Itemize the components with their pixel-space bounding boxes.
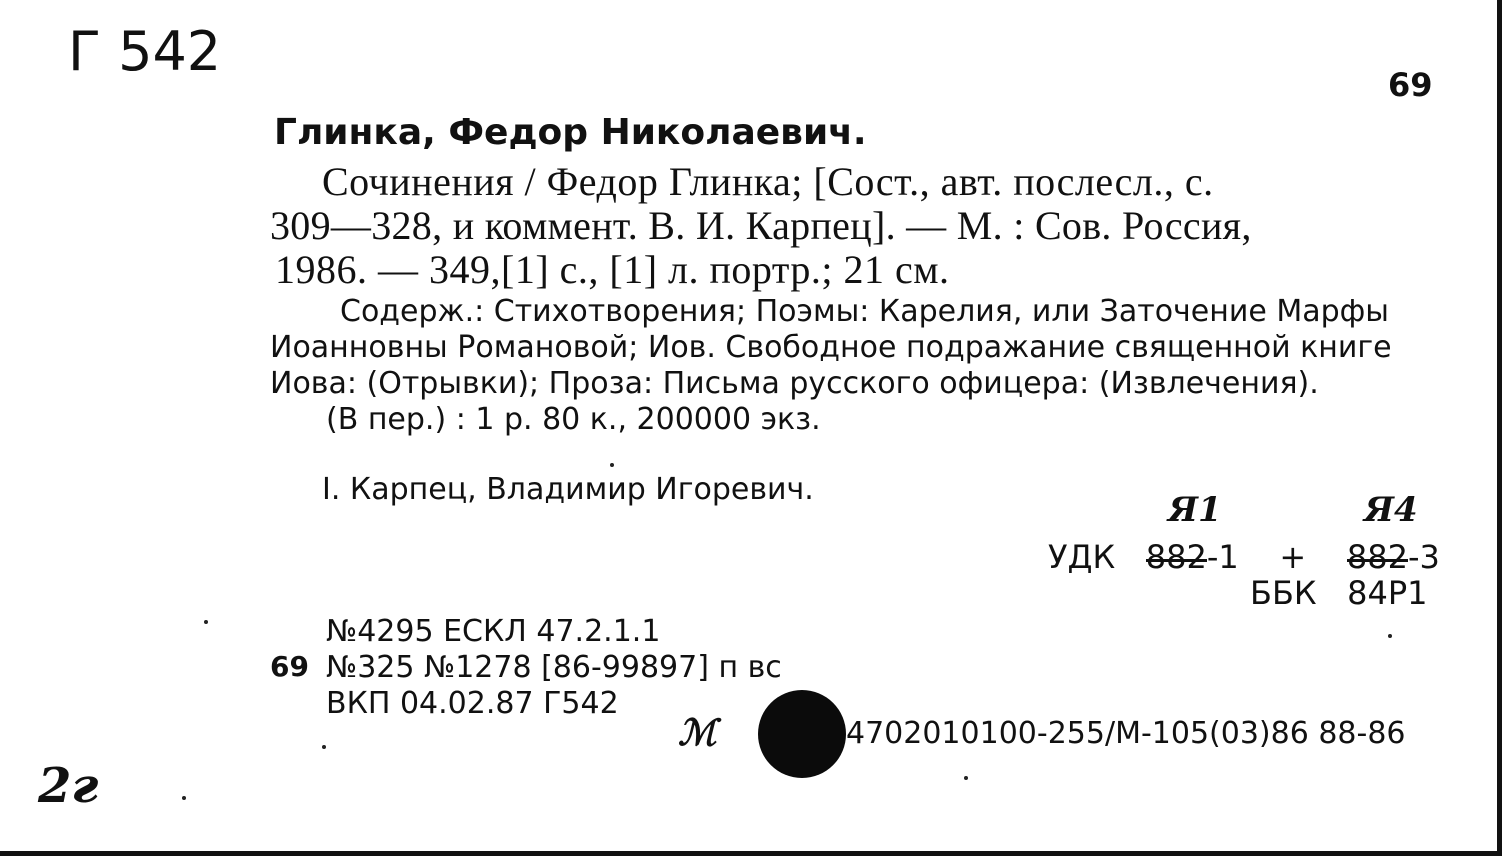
author-heading: Глинка, Федор Николаевич. — [274, 112, 867, 153]
title-line: 309—328, и коммент. В. И. Карпец]. — М. : Сов. Россия, — [270, 203, 1252, 248]
price-line: (В пер.) : 1 р. 80 к., 200000 экз. — [326, 402, 821, 437]
added-entry: I. Карпец, Владимир Игоревич. — [322, 472, 814, 507]
stamp-mark — [758, 690, 846, 778]
isbn-line: 4702010100-255/М-105(03)86 88-86 — [846, 716, 1406, 751]
speck — [322, 745, 326, 749]
udk-code-2-struck: 882 — [1346, 538, 1408, 576]
records-prefix: 69 — [270, 650, 309, 683]
title-line: Сочинения / Федор Глинка; [Сост., авт. послесл., с. — [322, 159, 1214, 204]
contents-line: Иова: (Отрывки); Проза: Письма русского офицера: (Извлечения). — [270, 366, 1319, 401]
contents-line: Содерж.: Стихотворения; Поэмы: Карелия, или Заточение Марфы — [340, 294, 1389, 329]
page-number: 69 — [1388, 66, 1433, 104]
speck — [182, 796, 186, 800]
bbk-row — [1250, 574, 1428, 612]
udk-code-2-suffix: -3 — [1407, 538, 1440, 576]
handwritten-udk-note-1: Я1 — [1168, 490, 1222, 530]
record-line: ВКП 04.02.87 Г542 — [326, 686, 619, 721]
udk-row — [1048, 538, 1440, 576]
bbk-label: ББК — [1250, 574, 1317, 612]
title-line: 1986. — 349,[1] с., [1] л. портр.; 21 см. — [275, 247, 950, 292]
handwritten-corner-note: 2г — [38, 758, 99, 814]
record-line: №325 №1278 [86-99897] п вс — [326, 650, 782, 685]
speck — [964, 776, 968, 780]
udk-code-1-struck: 882 — [1145, 538, 1207, 576]
speck — [610, 463, 614, 467]
shelfmark: Г 542 — [68, 20, 222, 83]
speck — [1388, 634, 1392, 638]
handwritten-initials: ℳ — [678, 712, 717, 754]
speck — [204, 620, 208, 624]
bbk-value: 84Р1 — [1347, 574, 1428, 612]
udk-code-1-suffix: -1 — [1206, 538, 1239, 576]
record-line: №4295 ЕСКЛ 47.2.1.1 — [326, 614, 661, 649]
udk-label: УДК — [1048, 538, 1116, 576]
udk-plus: + — [1279, 538, 1307, 576]
contents-line: Иоанновны Романовой; Иов. Свободное подражание священной книге — [270, 330, 1392, 365]
handwritten-udk-note-2: Я4 — [1364, 490, 1418, 530]
